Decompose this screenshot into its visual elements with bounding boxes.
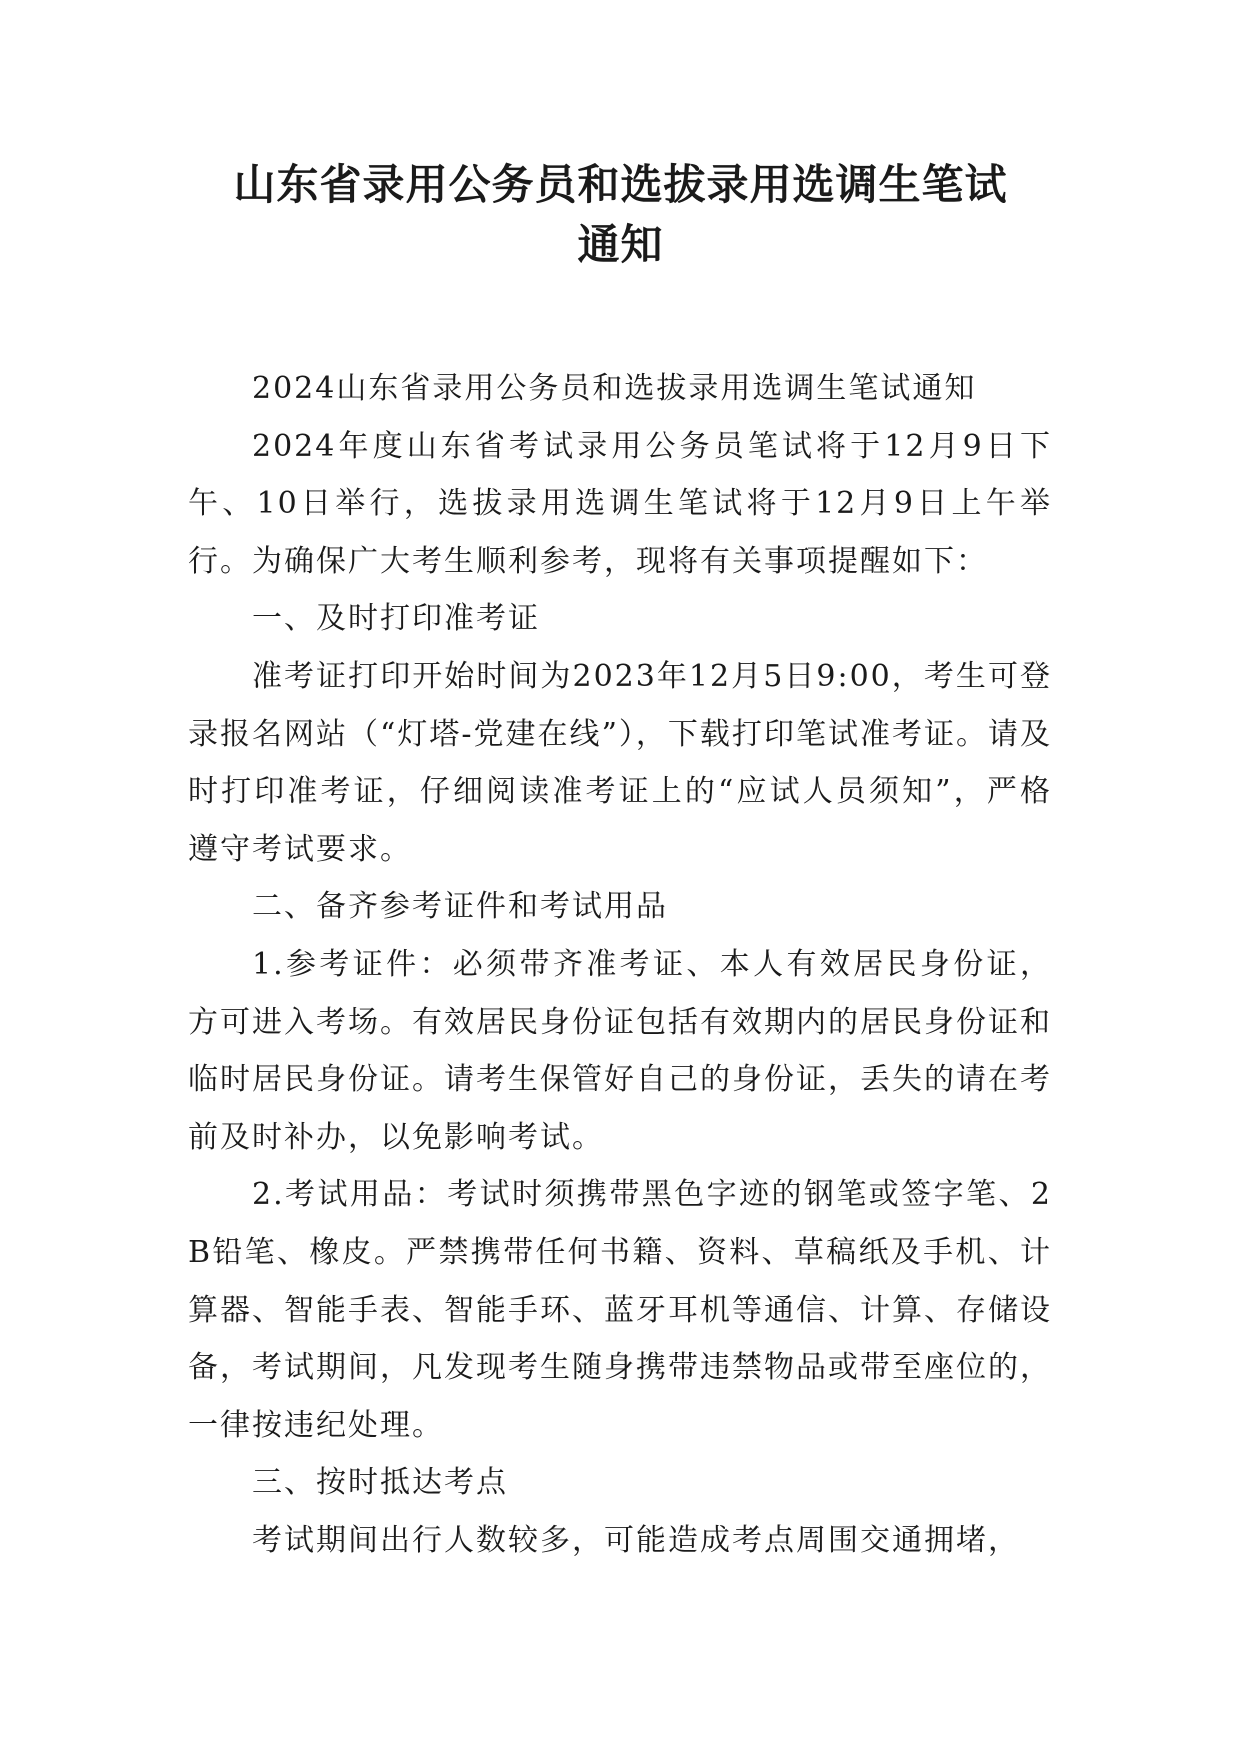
document-title-line-2: 通知 (577, 220, 664, 269)
intro-heading-paragraph: 2024山东省录用公务员和选拔录用选调生笔试通知 (252, 371, 977, 406)
intro-paragraph: 2024年度山东省考试录用公务员笔试将于12月9日下午、10日举行，选拔录用选调生笔试将于12月9日上午举行。为确保广大考生顺利参考，现将有关事项提醒如下： (188, 428, 1052, 579)
document-title-line-1: 山东省录用公务员和选拔录用选调生笔试 (233, 160, 1008, 209)
section-heading-2: 二、备齐参考证件和考试用品 (252, 889, 668, 925)
exam-supplies-paragraph: 2.考试用品：考试时须携带黑色字迹的钢笔或签字笔、2B铅笔、橡皮。严禁携带任何书籍、资料、草稿纸及手机、计算器、智能手表、智能手环、蓝牙耳机等通信、计算、存储设备，考试期间，凡发现考生随身携带违禁物品或带至座位的，一律按违纪处理。 (188, 1177, 1052, 1443)
arrival-paragraph: 考试期间出行人数较多，可能造成考点周围交通拥堵， (252, 1522, 1020, 1558)
documents-paragraph: 1.参考证件：必须带齐准考证、本人有效居民身份证，方可进入考场。有效居民身份证包括有效期内的居民身份证和临时居民身份证。请考生保管好自己的身份证，丢失的请在考前及时补办，以免影响考试。 (188, 946, 1052, 1155)
admission-ticket-paragraph: 准考证打印开始时间为2023年12月5日9:00，考生可登录报名网站（“灯塔-党建在线”），下载打印笔试准考证。请及时打印准考证，仔细阅读准考证上的“应试人员须知”，严格遵守考试要求。 (188, 658, 1052, 867)
document-body (188, 360, 1052, 1569)
section-heading-1: 一、及时打印准考证 (252, 601, 540, 637)
section-heading-3: 三、按时抵达考点 (252, 1465, 508, 1501)
